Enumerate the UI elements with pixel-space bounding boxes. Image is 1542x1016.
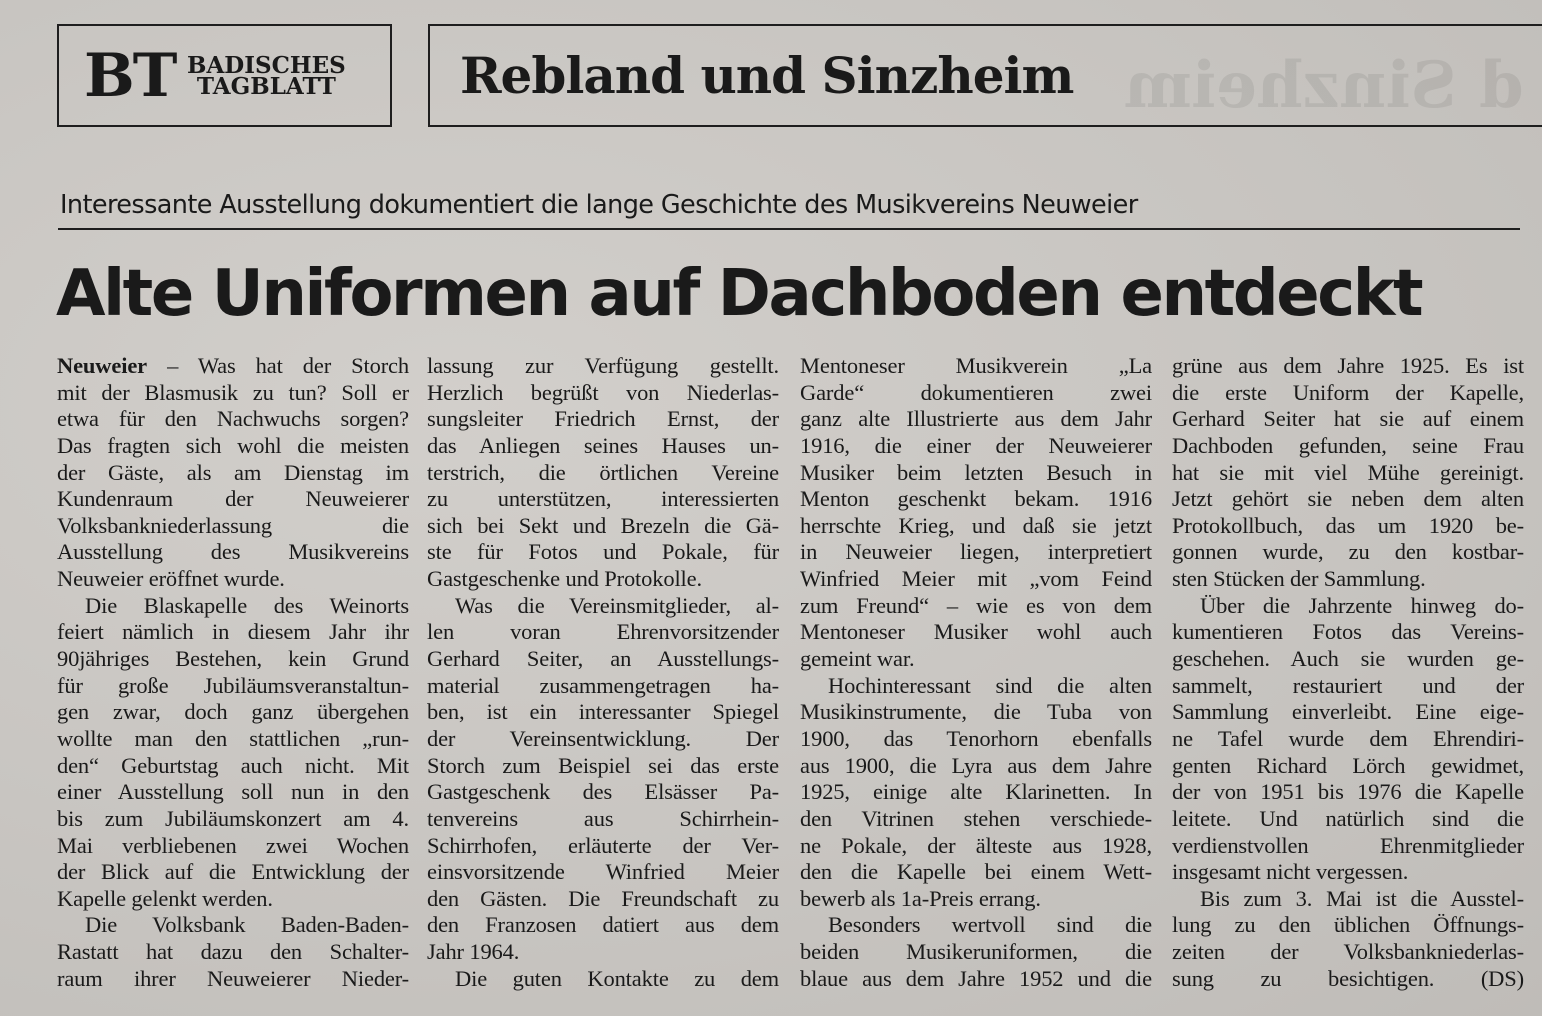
article-column-1 (57, 353, 409, 993)
column-line: bis zum Jubiläumskonzert am 4. (57, 805, 409, 831)
column-line: Menton geschenkt bekam. 1916 (800, 486, 1152, 512)
column-line: Hochinteressant sind die alten (828, 672, 1152, 698)
article-dateline: Neuweier (57, 353, 148, 378)
column-line: bewerb als 1a-Preis errang. (800, 885, 1041, 911)
column-line: 90jähriges Bestehen, kein Grund (57, 646, 409, 672)
column-line: verdienstvollen Ehrenmitglieder (1172, 832, 1524, 858)
column-line: mit der Blasmusik zu tun? Soll er (57, 379, 409, 405)
kicker-rule (58, 228, 1520, 230)
column-line: zeiten der Volksbankniederlas- (1172, 939, 1524, 965)
column-line: Herzlich begrüßt von Niederlas- (427, 379, 779, 405)
bleed-through-text: d Sinzheim (1124, 48, 1524, 123)
column-line: Kundenraum der Neuweierer (57, 486, 409, 512)
article-headline: Alte Uniformen auf Dachboden entdeckt (56, 257, 1422, 331)
column-line: len voran Ehrenvorsitzender (427, 619, 779, 645)
column-line: Über die Jahrzente hinweg do- (1200, 592, 1524, 618)
column-line: der von 1951 bis 1976 die Kapelle (1172, 779, 1524, 805)
column-line: der Vereinsentwicklung. Der (427, 725, 779, 751)
column-line: Musikinstrumente, die Tuba von (800, 699, 1152, 725)
column-line: in Neuweier liegen, interpretiert (800, 539, 1152, 565)
column-line-text: – Was hat der Storch (167, 353, 409, 378)
column-line: Jetzt gehört sie neben dem alten (1172, 486, 1524, 512)
column-line: 1925, einige alte Klarinetten. In (800, 779, 1152, 805)
column-line: Schirrhofen, erläuterte der Ver- (427, 832, 779, 858)
column-line: leitete. Und natürlich sind die (1172, 805, 1524, 831)
column-line: lassung zur Verfügung gestellt. (427, 353, 779, 378)
article-column-2 (427, 353, 779, 993)
column-line: Was die Vereinsmitglieder, al- (455, 592, 779, 618)
column-line: sungsleiter Friedrich Ernst, der (427, 406, 779, 432)
column-line: den“ Geburtstag auch nicht. Mit (57, 752, 409, 778)
column-line: für große Jubiläumsveranstaltun- (57, 672, 409, 698)
column-line-text: sung zu besichtigen. (1172, 965, 1435, 991)
column-line: Gastgeschenk des Elsässer Pa- (427, 779, 779, 805)
column-line (57, 353, 409, 380)
column-line: tenvereins aus Schirrhein- (427, 805, 779, 831)
column-line: sammelt, restauriert und der (1172, 672, 1524, 698)
column-line: Dachboden gefunden, seine Frau (1172, 432, 1524, 458)
column-line: geschehen. Auch sie wurden ge- (1172, 646, 1524, 672)
column-line: Gerhard Seiter, an Ausstellungs- (427, 646, 779, 672)
column-line: sich bei Sekt und Brezeln die Gä- (427, 512, 779, 538)
column-line: grüne aus dem Jahre 1925. Es ist (1172, 353, 1524, 378)
column-line: Die guten Kontakte zu dem (455, 965, 779, 991)
column-line: Garde“ dokumentieren zwei (800, 379, 1152, 405)
section-header (428, 24, 1542, 127)
column-line: Winfried Meier mit „vom Feind (800, 566, 1152, 592)
column-line: Das fragten sich wohl die meisten (57, 432, 409, 458)
column-line: blaue aus dem Jahre 1952 und die (800, 965, 1152, 991)
column-line: Mai verbliebenen zwei Wochen (57, 832, 409, 858)
column-line: einer Ausstellung soll nun in den (57, 779, 409, 805)
logo-name-line-1: BADISCHES (187, 52, 346, 79)
column-line: ste für Fotos und Pokale, für (427, 539, 779, 565)
article-column-4 (1172, 353, 1524, 993)
column-line: Mentoneser Musiker wohl auch (800, 619, 1152, 645)
column-line: Mentoneser Musikverein „La (800, 353, 1152, 378)
newspaper-logo (57, 24, 392, 127)
column-line (1172, 966, 1524, 993)
column-line: Sammlung einverleibt. Eine eige- (1172, 699, 1524, 725)
column-line: Kapelle gelenkt werden. (57, 885, 273, 911)
column-line: 1916, die einer der Neuweierer (800, 432, 1152, 458)
column-line: ne Tafel wurde dem Ehrendiri- (1172, 725, 1524, 751)
column-line: gen zwar, doch ganz übergehen (57, 699, 409, 725)
column-line: raum ihrer Neuweierer Nieder- (57, 965, 409, 991)
column-line: insgesamt nicht vergessen. (1172, 859, 1409, 885)
article-kicker: Interessante Ausstellung dokumentiert die lange Geschichte des Musikvereins Neuweier (60, 190, 1138, 220)
column-line: Rastatt hat dazu den Schalter- (57, 939, 409, 965)
column-line: Die Blaskapelle des Weinorts (85, 592, 409, 618)
logo-abbreviation: BT (84, 41, 176, 111)
column-line: den Franzosen datiert aus dem (427, 912, 779, 938)
column-line: Volksbankniederlassung die (57, 512, 409, 538)
column-line: hat sie mit viel Mühe gereinigt. (1172, 459, 1524, 485)
column-line: der Gäste, als am Dienstag im (57, 459, 409, 485)
column-line: Protokollbuch, das um 1920 be- (1172, 512, 1524, 538)
column-line: 1900, das Tenorhorn ebenfalls (800, 725, 1152, 751)
column-line: ganz alte Illustrierte aus dem Jahr (800, 406, 1152, 432)
column-line: Ausstellung des Musikvereins (57, 539, 409, 565)
column-line: terstrich, die örtlichen Vereine (427, 459, 779, 485)
column-line: den die Kapelle bei einem Wett- (800, 859, 1152, 885)
column-line: etwa für den Nachwuchs sorgen? (57, 406, 409, 432)
article-column-3 (800, 353, 1152, 993)
column-line: lung zu den üblichen Öffnungs- (1172, 912, 1524, 938)
column-line: gonnen wurde, zu den kostbar- (1172, 539, 1524, 565)
column-line: den Vitrinen stehen verschiede- (800, 805, 1152, 831)
column-line: gemeint war. (800, 646, 915, 672)
section-title: Rebland und Sinzheim (460, 46, 1074, 105)
column-line: einsvorsitzende Winfried Meier (427, 859, 779, 885)
column-line: ben, ist ein interessanter Spiegel (427, 699, 779, 725)
column-line: feiert nämlich in diesem Jahr ihr (57, 619, 409, 645)
column-line: ne Pokale, der älteste aus 1928, (800, 832, 1152, 858)
column-line: Musiker beim letzten Besuch in (800, 459, 1152, 485)
column-line: aus 1900, die Lyra aus dem Jahre (800, 752, 1152, 778)
column-line: den Gästen. Die Freundschaft zu (427, 885, 779, 911)
column-line: die erste Uniform der Kapelle, (1172, 379, 1524, 405)
logo-name (187, 52, 346, 100)
column-line: wollte man den stattlichen „run- (57, 725, 409, 751)
column-line: herrschte Krieg, und daß sie jetzt (800, 512, 1152, 538)
column-line: sten Stücken der Sammlung. (1172, 566, 1426, 592)
column-line: zu unterstützen, interessierten (427, 486, 779, 512)
logo-name-line-2: TAGBLATT (196, 73, 336, 100)
column-line: genten Richard Lörch gewidmet, (1172, 752, 1524, 778)
column-line: Gerhard Seiter hat sie auf einem (1172, 406, 1524, 432)
column-line: Neuweier eröffnet wurde. (57, 566, 285, 592)
column-line: der Blick auf die Entwicklung der (57, 859, 409, 885)
column-line: beiden Musikeruniformen, die (800, 939, 1152, 965)
column-line: Storch zum Beispiel sei das erste (427, 752, 779, 778)
column-line: Die Volksbank Baden-Baden- (85, 912, 409, 938)
column-line: material zusammengetragen ha- (427, 672, 779, 698)
column-line: das Anliegen seines Hauses un- (427, 432, 779, 458)
column-line: kumentieren Fotos das Vereins- (1172, 619, 1524, 645)
column-line: Besonders wertvoll sind die (828, 912, 1152, 938)
article-signature: (DS) (1480, 965, 1524, 991)
column-line: Gastgeschenke und Protokolle. (427, 566, 702, 592)
column-line: Bis zum 3. Mai ist die Ausstel- (1200, 885, 1524, 911)
column-line: Jahr 1964. (427, 939, 520, 965)
column-line: zum Freund“ – wie es von dem (800, 592, 1152, 618)
